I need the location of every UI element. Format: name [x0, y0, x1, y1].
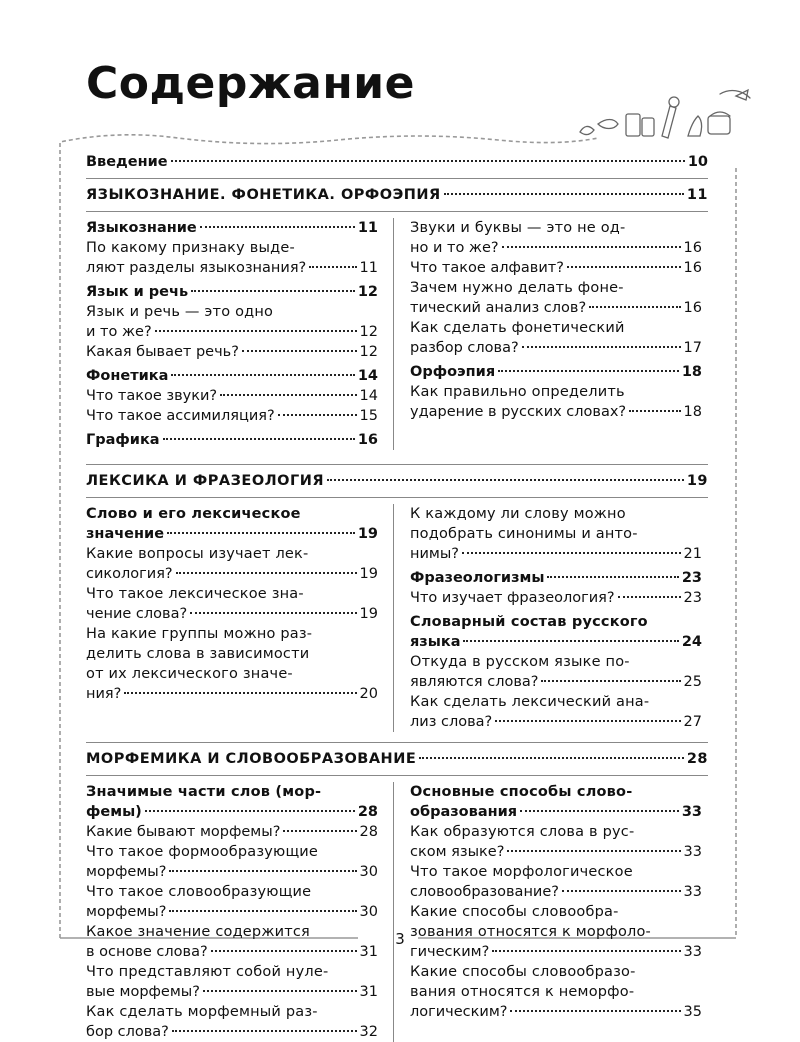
toc-entry[interactable]: и то же? 12 [86, 324, 378, 340]
toc-entry-line: Какие вопросы изучает лек- [86, 546, 309, 562]
dot-leader [520, 810, 679, 812]
toc-right-column [410, 782, 702, 1042]
divider [86, 775, 708, 776]
dot-leader [510, 1010, 680, 1012]
toc-right-column [410, 504, 702, 732]
dot-leader [172, 1030, 357, 1032]
toc-entry[interactable]: логическим? 35 [410, 1004, 702, 1020]
toc-entry-line: Как правильно определить [410, 384, 625, 400]
toc-entry-line: По какому признаку выде- [86, 240, 295, 256]
toc-entry[interactable]: лиз слова? 27 [410, 714, 702, 730]
toc-entry-line: Звуки и буквы — это не од- [410, 220, 626, 236]
toc-left-column [86, 782, 378, 1042]
toc-subheading[interactable]: Языкознание 11 [86, 220, 378, 236]
dot-leader [547, 576, 678, 578]
toc-subheading[interactable]: языка 24 [410, 634, 702, 650]
dot-leader [220, 394, 356, 396]
column-divider [393, 782, 394, 1042]
dot-leader [562, 890, 681, 892]
dot-leader [171, 160, 685, 162]
dot-leader [541, 680, 680, 682]
toc-entry[interactable]: сикология? 19 [86, 566, 378, 582]
toc-entry-line: Что представляют собой нуле- [86, 964, 329, 980]
section-heading[interactable]: ЯЗЫКОЗНАНИЕ. ФОНЕТИКА. ОРФОЭПИЯ 11 [86, 187, 708, 203]
divider [86, 742, 708, 743]
toc-subheading[interactable]: Фразеологизмы 23 [410, 570, 702, 586]
dot-leader [191, 290, 355, 292]
toc-entry[interactable]: вые морфемы? 31 [86, 984, 378, 1000]
toc-entry[interactable]: Что такое алфавит? 16 [410, 260, 702, 276]
toc-subheading[interactable]: Фонетика 14 [86, 368, 378, 384]
section-columns [86, 504, 708, 732]
toc-entry[interactable]: нимы? 21 [410, 546, 702, 562]
toc-entry[interactable]: Какие бывают морфемы? 28 [86, 824, 378, 840]
toc-entry-line: Как сделать лексический ана- [410, 694, 650, 710]
dot-leader [190, 612, 356, 614]
toc-entry[interactable]: Какая бывает речь? 12 [86, 344, 378, 360]
dot-leader [211, 950, 357, 952]
divider [86, 497, 708, 498]
toc-entry[interactable]: являются слова? 25 [410, 674, 702, 690]
table-of-contents [86, 152, 708, 1042]
dot-leader [278, 414, 357, 416]
toc-entry-line: Какие способы словообра- [410, 904, 619, 920]
dot-leader [629, 410, 680, 412]
toc-entry-line: Зачем нужно делать фоне- [410, 280, 624, 296]
toc-subheading[interactable]: Язык и речь 12 [86, 284, 378, 300]
toc-entry[interactable]: словообразование? 33 [410, 884, 702, 900]
dot-leader [327, 479, 684, 481]
toc-entry[interactable]: но и то же? 16 [410, 240, 702, 256]
toc-entry[interactable]: разбор слова? 17 [410, 340, 702, 356]
toc-entry[interactable]: морфемы? 30 [86, 904, 378, 920]
toc-entry-line: Как сделать фонетический [410, 320, 625, 336]
dot-leader [495, 720, 680, 722]
dot-leader [155, 330, 357, 332]
toc-entry-line: На какие группы можно раз- [86, 626, 313, 642]
dot-leader [200, 226, 355, 228]
toc-entry-line: Что такое морфологическое [410, 864, 633, 880]
toc-subheading[interactable]: значение 19 [86, 526, 378, 542]
toc-entry-line: Как образуются слова в рус- [410, 824, 635, 840]
toc-entry-line: подобрать синонимы и анто- [410, 526, 638, 542]
toc-subheading-line: Словарный состав русского [410, 614, 648, 630]
toc-entry-line: Что такое формообразующие [86, 844, 319, 860]
toc-entry[interactable]: Что изучает фразеология? 23 [410, 590, 702, 606]
dot-leader [502, 246, 681, 248]
toc-entry[interactable]: тический анализ слов? 16 [410, 300, 702, 316]
toc-subheading-line: Слово и его лексическое [86, 506, 301, 522]
dot-leader [176, 572, 357, 574]
toc-entry-line: Откуда в русском языке по- [410, 654, 630, 670]
toc-right-column [410, 218, 702, 450]
toc-subheading[interactable]: Графика 16 [86, 432, 378, 448]
dot-leader [419, 757, 684, 759]
dot-leader [462, 552, 681, 554]
section-columns [86, 782, 708, 1042]
toc-entry[interactable]: морфемы? 30 [86, 864, 378, 880]
dot-leader [124, 692, 356, 694]
toc-entry-line: Что такое словообразующие [86, 884, 312, 900]
dot-leader [145, 810, 355, 812]
toc-entry[interactable]: ния? 20 [86, 686, 378, 702]
toc-entry-line: Язык и речь — это одно [86, 304, 274, 320]
section-columns [86, 218, 708, 450]
toc-entry-line: зования относятся к морфоло- [410, 924, 651, 940]
toc-entry-line: вания относятся к неморфо- [410, 984, 635, 1000]
toc-entry-line: Что такое лексическое зна- [86, 586, 304, 602]
dot-leader [444, 193, 684, 195]
column-divider [393, 504, 394, 732]
toc-entry[interactable]: гическим? 33 [410, 944, 702, 960]
toc-entry-line: от их лексического значе- [86, 666, 293, 682]
section-heading[interactable]: МОРФЕМИКА И СЛОВООБРАЗОВАНИЕ 28 [86, 751, 708, 767]
dot-leader [522, 346, 681, 348]
toc-subheading-line: Значимые части слов (мор- [86, 784, 322, 800]
page-number: 3 [395, 930, 405, 948]
toc-entry[interactable]: Что такое ассимиляция? 15 [86, 408, 378, 424]
dot-leader [618, 596, 681, 598]
dot-leader [492, 950, 680, 952]
toc-entry[interactable]: бор слова? 32 [86, 1024, 378, 1040]
toc-entry[interactable]: ляют разделы языкознания? 11 [86, 260, 378, 276]
dot-leader [169, 910, 356, 912]
dot-leader [589, 306, 680, 308]
toc-intro[interactable]: Введение 10 [86, 154, 708, 170]
dot-leader [507, 850, 680, 852]
toc-entry[interactable]: ском языке? 33 [410, 844, 702, 860]
toc-subheading[interactable]: фемы) 28 [86, 804, 378, 820]
toc-entry-line: Какие способы словообразо- [410, 964, 636, 980]
dot-leader [171, 374, 354, 376]
toc-subheading[interactable]: Орфоэпия 18 [410, 364, 702, 380]
toc-entry-line: К каждому ли слову можно [410, 506, 626, 522]
toc-entry-line: Как сделать морфемный раз- [86, 1004, 318, 1020]
dot-leader [567, 266, 681, 268]
toc-subheading[interactable]: образования 33 [410, 804, 702, 820]
toc-entry[interactable]: Что такое звуки? 14 [86, 388, 378, 404]
dot-leader [167, 532, 355, 534]
dot-leader [163, 438, 355, 440]
dot-leader [169, 870, 356, 872]
toc-entry[interactable]: ударение в русских словах? 18 [410, 404, 702, 420]
toc-entry[interactable]: чение слова? 19 [86, 606, 378, 622]
dot-leader [283, 830, 356, 832]
toc-subheading-line: Основные способы слово- [410, 784, 633, 800]
toc-entry-line: Какое значение содержится [86, 924, 310, 940]
page-title: Содержание [86, 58, 415, 109]
toc-entry-line: делить слова в зависимости [86, 646, 310, 662]
divider [86, 464, 708, 465]
divider [86, 211, 708, 212]
toc-left-column [86, 218, 378, 450]
dot-leader [309, 266, 356, 268]
toc-left-column [86, 504, 378, 732]
dot-leader [203, 990, 357, 992]
dot-leader [498, 370, 679, 372]
dot-leader [242, 350, 357, 352]
toc-entry[interactable]: в основе слова? 31 [86, 944, 378, 960]
dot-leader [463, 640, 678, 642]
section-heading[interactable]: ЛЕКСИКА И ФРАЗЕОЛОГИЯ 19 [86, 473, 708, 489]
divider [86, 178, 708, 179]
column-divider [393, 218, 394, 450]
